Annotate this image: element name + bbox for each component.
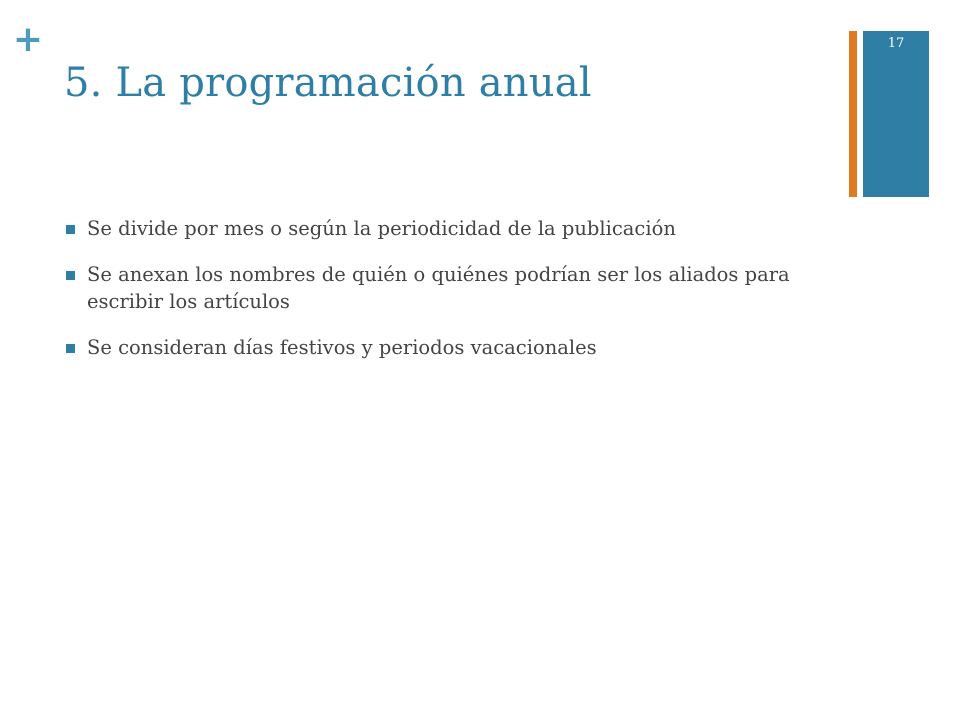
square-bullet-icon bbox=[66, 225, 75, 234]
square-bullet-icon bbox=[66, 271, 75, 280]
bullet-item bbox=[66, 334, 836, 361]
square-bullet-icon bbox=[66, 344, 75, 353]
slide-number: 17 bbox=[887, 36, 905, 51]
blue-accent-block bbox=[863, 31, 929, 197]
bullet-list bbox=[66, 215, 836, 380]
slide-title: 5. La programación anual bbox=[64, 60, 592, 106]
bullet-item bbox=[66, 261, 836, 315]
plus-icon: + bbox=[12, 19, 44, 60]
bullet-item bbox=[66, 215, 836, 242]
bullet-text: Se divide por mes o según la periodicidad de la publicación bbox=[87, 217, 676, 240]
bullet-text: Se consideran días festivos y periodos vacacionales bbox=[87, 336, 597, 359]
bullet-text: Se anexan los nombres de quién o quiénes podrían ser los aliados para escribir los artículos bbox=[87, 263, 790, 313]
orange-accent-bar bbox=[849, 31, 857, 197]
